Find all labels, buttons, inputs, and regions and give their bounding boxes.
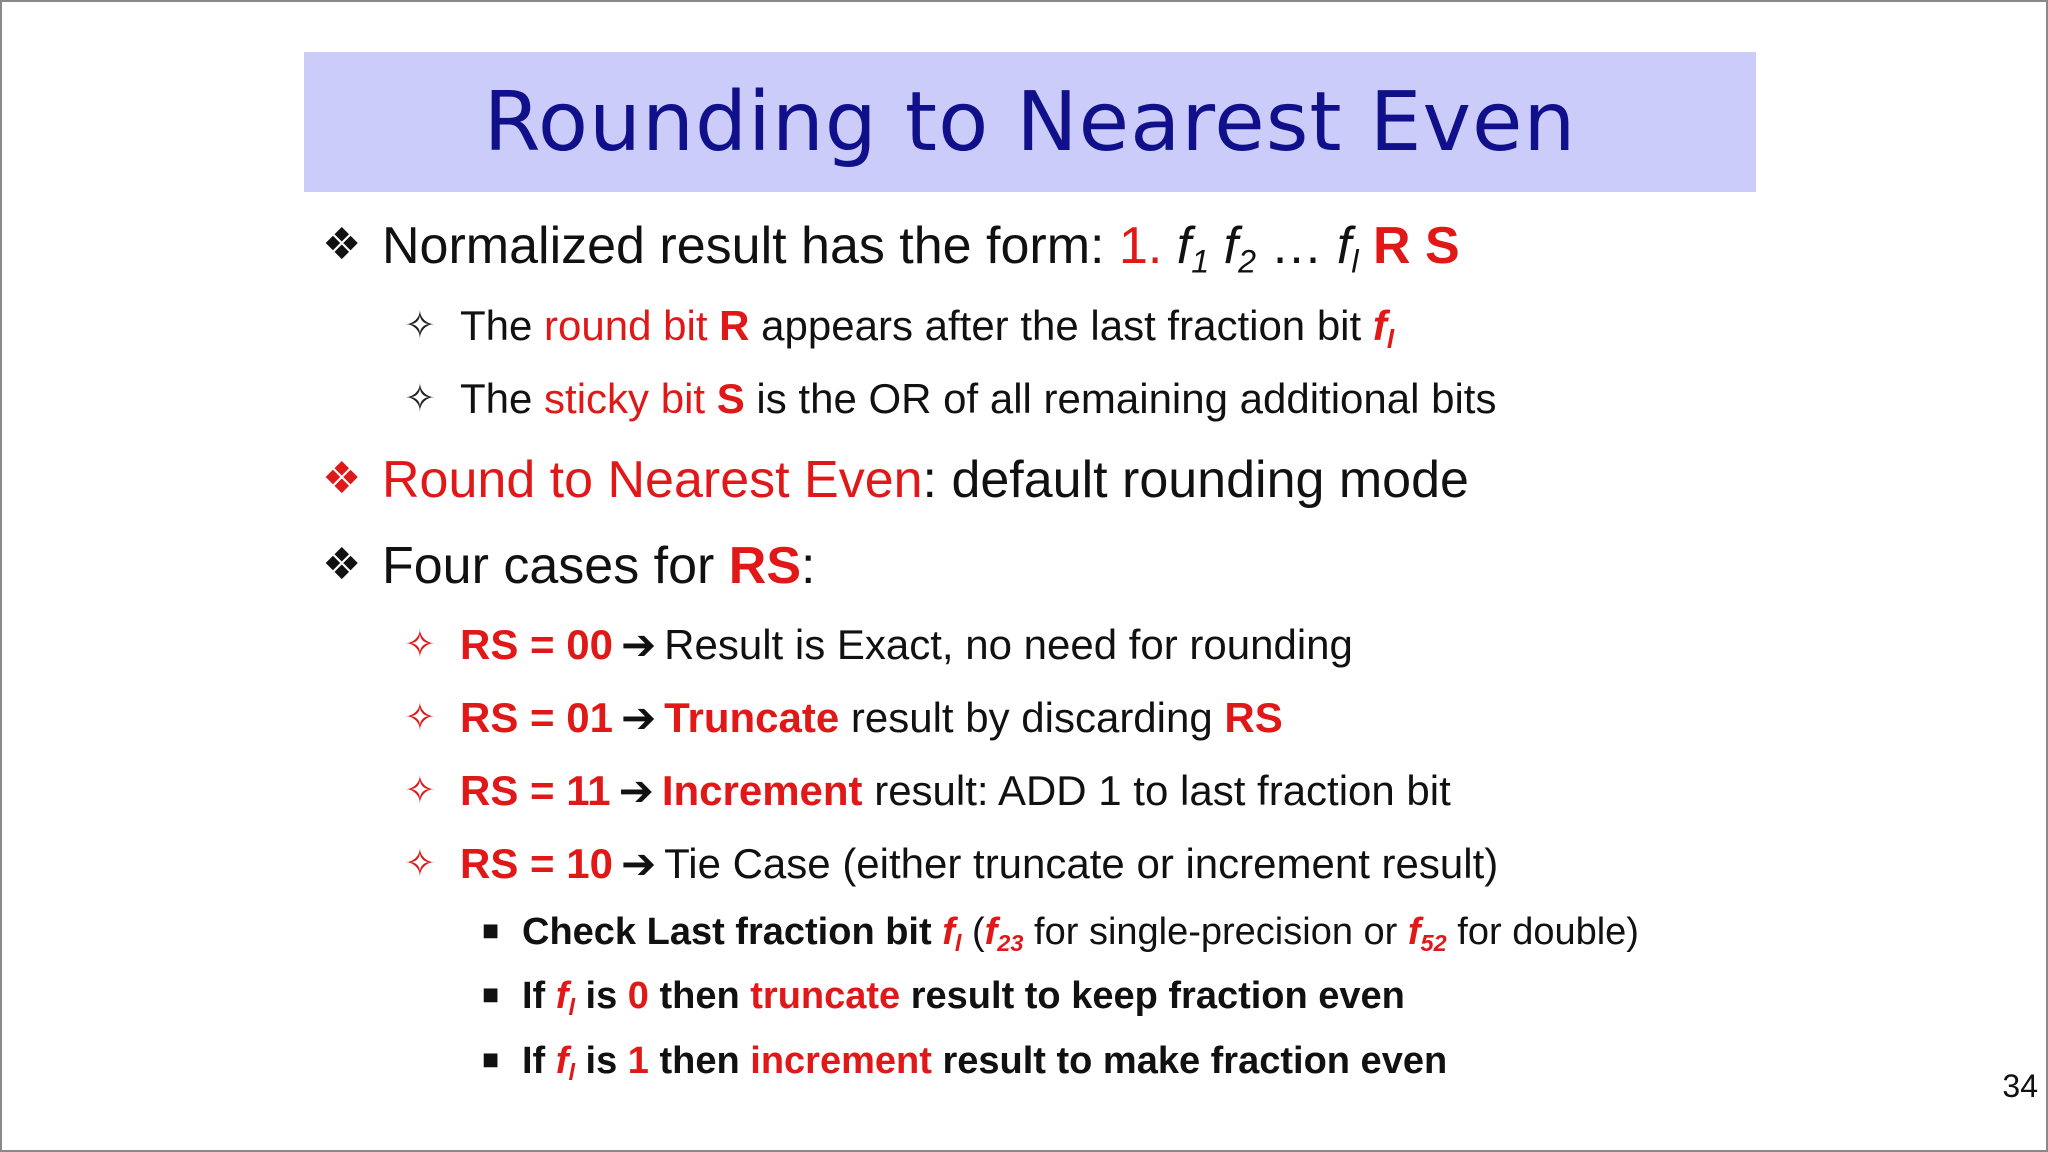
bullet-four-cases — [322, 537, 816, 595]
f-symbol: f — [1176, 217, 1192, 275]
f-symbol: f — [555, 975, 569, 1017]
case-code: RS = 01 — [460, 694, 613, 741]
case-text: Result is Exact, no need for rounding — [664, 621, 1353, 668]
text: is the OR of all remaining additional bits — [744, 375, 1497, 422]
arrow-right-icon: ➔ — [620, 620, 657, 669]
fl-term — [555, 975, 575, 1021]
square-bullet-icon: ■ — [482, 920, 500, 941]
case-rs-11 — [404, 766, 1451, 815]
subscript: 23 — [997, 930, 1024, 957]
case-rs-00 — [404, 620, 1353, 669]
tie-check-last-bit — [482, 911, 1639, 957]
tie-if-zero — [482, 975, 1405, 1021]
case-code: RS = 11 — [460, 767, 611, 814]
f23-term — [984, 911, 1024, 957]
rs-symbol: RS — [728, 537, 802, 595]
square-bullet-icon: ■ — [482, 1049, 500, 1070]
four-point-star-icon: ✧ — [404, 768, 436, 812]
text: ( — [961, 911, 985, 953]
rs-bits: R S — [1372, 217, 1460, 275]
four-point-star-icon: ✧ — [404, 622, 436, 666]
text: for single-precision or — [1023, 911, 1408, 953]
subscript: l — [954, 930, 962, 957]
arrow-right-icon: ➔ — [620, 693, 657, 742]
mode-name: Round to Nearest Even — [382, 451, 923, 509]
tie-action: increment — [750, 1040, 932, 1082]
fl-term — [942, 911, 962, 957]
subscript: l — [1351, 243, 1359, 280]
arrow-right-icon: ➔ — [620, 839, 657, 888]
text: Check Last fraction bit — [522, 911, 943, 953]
square-bullet-icon: ■ — [482, 984, 500, 1005]
fl-term — [555, 1040, 575, 1086]
page-number: 34 — [2002, 1068, 2038, 1104]
bullet-normalized-form — [322, 217, 1460, 280]
text: for double) — [1446, 911, 1639, 953]
arrow-right-icon: ➔ — [618, 766, 654, 815]
subscript: 52 — [1420, 930, 1447, 957]
text: The — [460, 375, 545, 422]
four-point-star-icon: ✧ — [404, 376, 436, 420]
text: : — [801, 537, 816, 595]
bullet-default-mode — [322, 451, 1469, 509]
ellipsis: … — [1270, 217, 1323, 275]
text: result to keep fraction even — [900, 975, 1405, 1017]
fl-term — [1372, 302, 1395, 354]
case-text: Tie Case (either truncate or increment result) — [664, 840, 1499, 887]
bit-value: 0 — [627, 975, 649, 1017]
case-code: RS = 00 — [460, 621, 613, 668]
round-bit-term: round bit — [544, 302, 708, 349]
rs-symbol: RS — [1224, 694, 1283, 741]
text: If — [522, 1040, 556, 1082]
subscript: l — [1386, 323, 1395, 354]
f52-term — [1407, 911, 1447, 957]
f-symbol: f — [942, 911, 955, 953]
bullet-text: Normalized result has the form: — [382, 217, 1119, 275]
f-symbol: f — [1407, 911, 1421, 953]
r-symbol: R — [719, 302, 750, 349]
subscript: l — [568, 994, 575, 1021]
fl-term — [1336, 217, 1359, 280]
text: result to make fraction even — [931, 1040, 1448, 1082]
sub-bullet-sticky-bit — [404, 375, 1497, 422]
sticky-bit-term: sticky bit — [544, 375, 706, 422]
text: : default rounding mode — [922, 451, 1469, 509]
subscript: 1 — [1191, 243, 1210, 280]
text: then — [648, 1040, 751, 1082]
four-point-star-icon: ✧ — [404, 303, 436, 347]
form-one: 1. — [1118, 217, 1163, 275]
text: If — [522, 975, 556, 1017]
subscript: l — [568, 1059, 575, 1086]
f-symbol: f — [984, 911, 998, 953]
f-symbol: f — [1336, 217, 1352, 275]
four-point-star-icon: ✧ — [404, 841, 436, 885]
f1-term — [1176, 217, 1210, 280]
f-symbol: f — [1372, 302, 1387, 349]
f2-term — [1223, 217, 1256, 280]
f-symbol: f — [1223, 217, 1239, 275]
text: appears after the last fraction bit — [749, 302, 1373, 349]
s-symbol: S — [716, 375, 745, 422]
four-diamond-icon: ❖ — [322, 539, 362, 590]
sub-bullet-round-bit — [404, 302, 1395, 354]
f-symbol: f — [555, 1040, 569, 1082]
four-diamond-icon: ❖ — [322, 453, 362, 504]
slide-title: Rounding to Nearest Even — [483, 74, 1577, 170]
case-action: Truncate — [664, 694, 840, 741]
case-rs-01 — [404, 693, 1283, 742]
four-point-star-icon: ✧ — [404, 695, 436, 739]
case-text: result: ADD 1 to last fraction bit — [862, 767, 1451, 814]
title-band — [304, 52, 1756, 192]
text: then — [648, 975, 751, 1017]
text: The — [460, 302, 545, 349]
case-action: Increment — [661, 767, 863, 814]
case-code: RS = 10 — [460, 840, 613, 887]
text: is — [574, 975, 628, 1017]
subscript: 2 — [1238, 243, 1256, 280]
case-rs-10 — [404, 839, 1499, 888]
four-diamond-icon: ❖ — [322, 219, 362, 270]
tie-action: truncate — [750, 975, 901, 1017]
bit-value: 1 — [627, 1040, 649, 1082]
text: Four cases for — [382, 537, 729, 595]
text: is — [574, 1040, 628, 1082]
tie-if-one — [482, 1040, 1448, 1086]
case-text: result by discarding — [839, 694, 1225, 741]
